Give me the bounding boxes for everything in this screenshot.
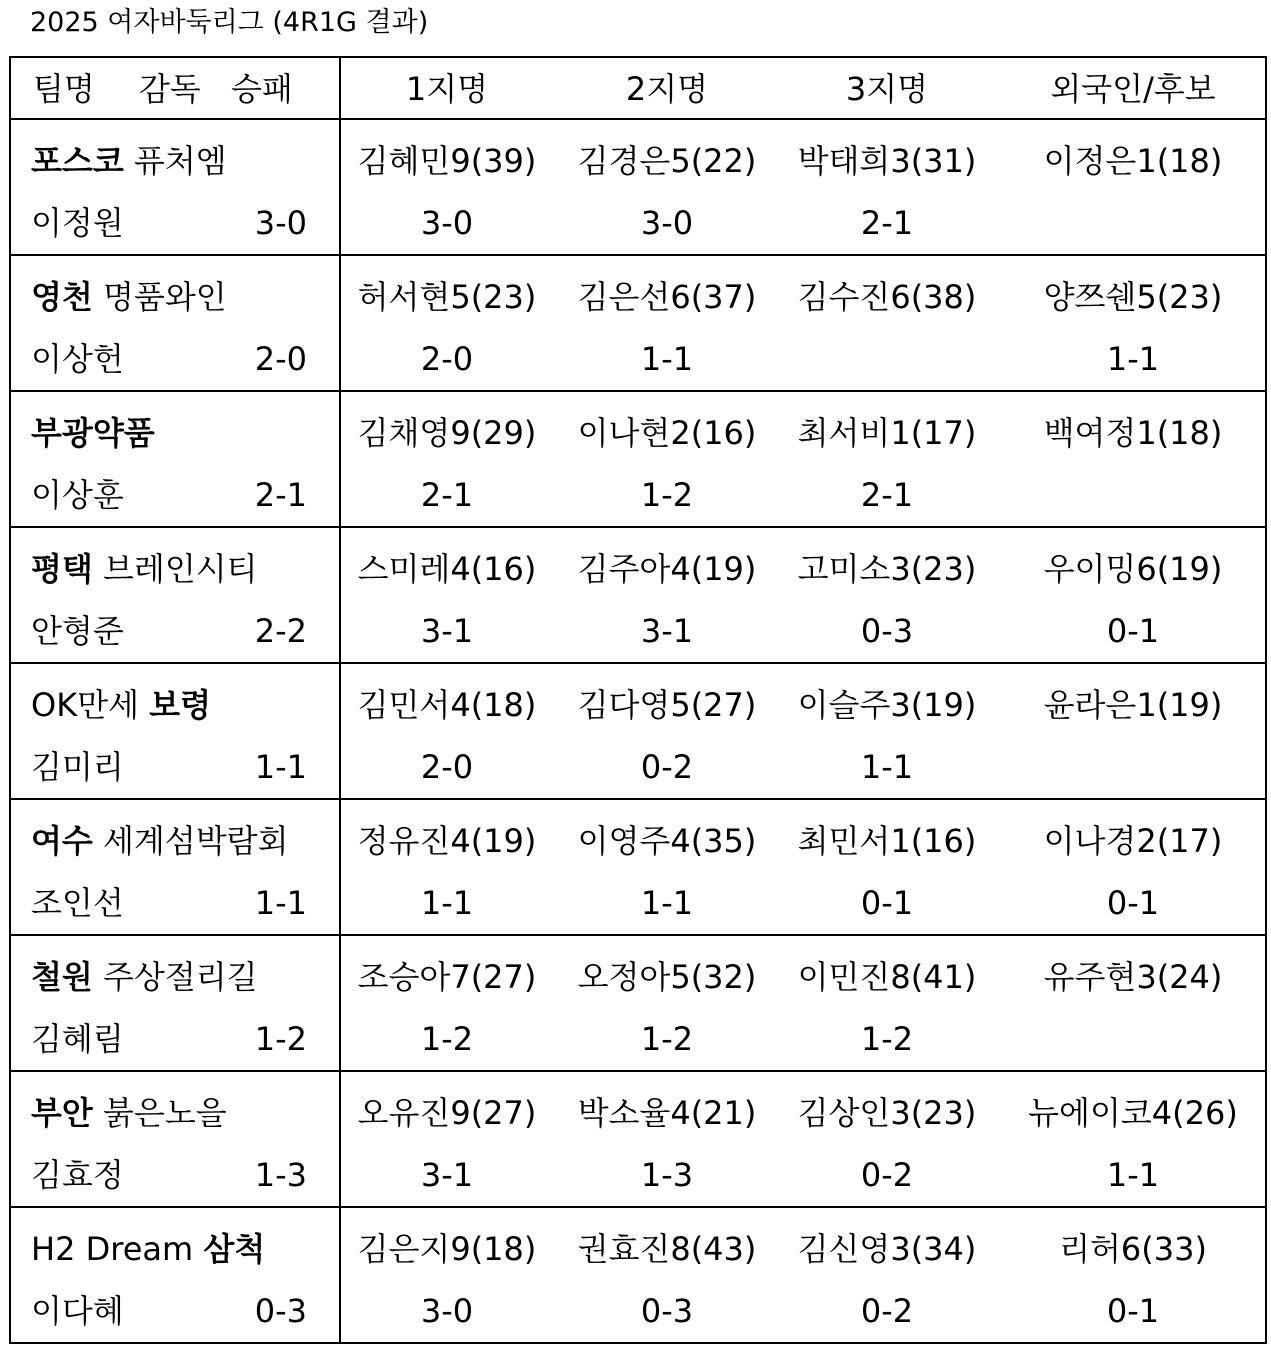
player-name: 김경은5(22): [577, 142, 757, 180]
table-header-row: [10, 57, 1266, 119]
team-name-sponsor: 명품와인: [92, 278, 227, 316]
player-record: 1-1: [1106, 340, 1160, 378]
header-pick3: 3지명: [845, 70, 929, 108]
team-name-sponsor: 퓨처엠: [123, 142, 227, 180]
player-name: 김다영5(27): [577, 686, 757, 724]
player-name: 김주아4(19): [577, 550, 757, 588]
team-name-city: 삼척: [203, 1230, 266, 1268]
player-record: 0-1: [1106, 884, 1160, 922]
player-name: 이슬주3(19): [797, 686, 977, 724]
player-name: 김수진6(38): [797, 278, 977, 316]
team-row: [10, 799, 1266, 935]
player-name: 이영주4(35): [577, 822, 757, 860]
players-cell: [340, 255, 1266, 391]
players-cell: [340, 663, 1266, 799]
team-manager: 이상헌: [31, 340, 124, 378]
player-name: 양쯔쉔5(23): [1043, 278, 1223, 316]
player-record: 2-0: [420, 748, 474, 786]
player-record: 1-2: [640, 1020, 694, 1058]
players-cell: [340, 799, 1266, 935]
player-record: 1-1: [860, 748, 914, 786]
team-row: [10, 255, 1266, 391]
header-pick1: 1지명: [405, 70, 489, 108]
player-record: 2-1: [860, 476, 914, 514]
header-team-cell: [10, 57, 340, 119]
player-name: 이정은1(18): [1043, 142, 1223, 180]
team-record: 1-3: [254, 1156, 307, 1194]
player-name: 김민서4(18): [357, 686, 537, 724]
player-record: 1-1: [640, 340, 694, 378]
player-name: 권효진8(43): [577, 1230, 757, 1268]
header-manager: 감독: [139, 70, 201, 108]
player-name: 이나현2(16): [577, 414, 757, 452]
team-manager: 안형준: [31, 612, 124, 650]
team-name: [31, 142, 227, 180]
player-record: 2-1: [420, 476, 474, 514]
player-record: 1-2: [420, 1020, 474, 1058]
team-manager: 김혜림: [31, 1020, 124, 1058]
team-cell: [10, 119, 340, 255]
player-name: 백여정1(18): [1043, 414, 1223, 452]
header-foreign: 외국인/후보: [1050, 70, 1216, 108]
player-name: 김혜민9(39): [357, 142, 537, 180]
players-cell: [340, 1207, 1266, 1343]
player-record: 3-0: [640, 204, 694, 242]
team-record: 2-0: [254, 340, 307, 378]
team-manager: 조인선: [31, 884, 124, 922]
player-record: 0-3: [860, 612, 914, 650]
player-name: 최민서1(16): [797, 822, 977, 860]
team-name-sponsor: OK만세: [31, 686, 150, 724]
team-name-sponsor: 주상절리길: [92, 958, 258, 996]
team-name-sponsor: 붉은노을: [92, 1094, 227, 1132]
player-record: 3-0: [420, 1292, 474, 1330]
team-name-sponsor: 세계섬박람회: [92, 822, 289, 860]
team-cell: [10, 1207, 340, 1343]
team-name-city: 철원: [31, 958, 93, 996]
header-record: 승패: [231, 70, 293, 108]
player-name: 박소율4(21): [577, 1094, 757, 1132]
player-name: 오정아5(32): [577, 958, 757, 996]
team-cell: [10, 935, 340, 1071]
player-name: 최서비1(17): [797, 414, 977, 452]
team-name: [31, 958, 258, 996]
player-name: 김상인3(23): [797, 1094, 977, 1132]
team-record: 2-2: [254, 612, 307, 650]
team-cell: [10, 255, 340, 391]
player-name: 김은지9(18): [357, 1230, 537, 1268]
player-record: 0-2: [860, 1292, 914, 1330]
team-name: [31, 414, 155, 452]
team-name-city: 보령: [149, 686, 211, 724]
player-record: 0-1: [1106, 1292, 1160, 1330]
team-name-city: 부안: [31, 1094, 93, 1132]
player-record: 1-2: [860, 1020, 914, 1058]
player-name: 정유진4(19): [357, 822, 537, 860]
player-record: 0-1: [860, 884, 914, 922]
header-team: 팀명: [33, 70, 95, 108]
team-name: [31, 278, 227, 316]
player-record: 1-3: [640, 1156, 694, 1194]
team-manager: 이다혜: [31, 1292, 124, 1330]
player-name: 윤라은1(19): [1043, 686, 1223, 724]
players-cell: [340, 119, 1266, 255]
team-manager: 김효정: [31, 1156, 124, 1194]
player-name: 스미레4(16): [357, 550, 537, 588]
player-name: 뉴에이코4(26): [1028, 1094, 1238, 1132]
league-results-table: [9, 56, 1267, 1344]
team-name-city: 평택: [31, 550, 93, 588]
player-record: 1-1: [640, 884, 694, 922]
player-name: 리허6(33): [1059, 1230, 1207, 1268]
document-title: 2025 여자바둑리그 (4R1G 결과): [30, 7, 429, 38]
team-name-city: 포스코: [31, 142, 124, 180]
team-cell: [10, 799, 340, 935]
team-manager: 김미리: [31, 748, 124, 786]
team-name-city: 부광약품: [31, 414, 155, 452]
team-cell: [10, 527, 340, 663]
team-record: 1-2: [254, 1020, 307, 1058]
header-players-cell: [340, 57, 1266, 119]
team-row: [10, 663, 1266, 799]
player-record: 1-2: [640, 476, 694, 514]
team-name-sponsor: 브레인시티: [92, 550, 258, 588]
team-record: 0-3: [254, 1292, 307, 1330]
team-name: [31, 686, 211, 724]
team-manager: 이정원: [31, 204, 124, 242]
player-record: 2-0: [420, 340, 474, 378]
player-record: 1-1: [420, 884, 474, 922]
player-record: 3-1: [420, 1156, 474, 1194]
player-record: 0-2: [640, 748, 694, 786]
team-row: [10, 1207, 1266, 1343]
team-row: [10, 1071, 1266, 1207]
player-name: 김채영9(29): [357, 414, 537, 452]
player-name: 조승아7(27): [357, 958, 537, 996]
team-cell: [10, 663, 340, 799]
team-name: [31, 822, 288, 860]
team-name: [31, 1230, 265, 1268]
team-cell: [10, 1071, 340, 1207]
player-name: 허서현5(23): [357, 278, 537, 316]
player-record: 3-1: [640, 612, 694, 650]
team-row: [10, 527, 1266, 663]
player-name: 고미소3(23): [797, 550, 977, 588]
player-name: 김신영3(34): [797, 1230, 977, 1268]
player-record: 2-1: [860, 204, 914, 242]
player-name: 유주현3(24): [1043, 958, 1223, 996]
players-cell: [340, 935, 1266, 1071]
team-cell: [10, 391, 340, 527]
player-name: 이민진8(41): [797, 958, 977, 996]
player-name: 김은선6(37): [577, 278, 757, 316]
player-name: 우이밍6(19): [1043, 550, 1223, 588]
team-record: 3-0: [254, 204, 307, 242]
player-name: 이나경2(17): [1043, 822, 1223, 860]
player-name: 오유진9(27): [357, 1094, 537, 1132]
players-cell: [340, 391, 1266, 527]
player-record: 1-1: [1106, 1156, 1160, 1194]
team-name: [31, 550, 258, 588]
players-cell: [340, 1071, 1266, 1207]
header-pick2: 2지명: [625, 70, 709, 108]
player-record: 0-2: [860, 1156, 914, 1194]
player-record: 3-0: [420, 204, 474, 242]
team-name-city: 여수: [31, 822, 93, 860]
player-record: 0-3: [640, 1292, 694, 1330]
team-name-sponsor: H2 Dream: [31, 1230, 204, 1268]
team-row: [10, 391, 1266, 527]
player-name: 박태희3(31): [797, 142, 977, 180]
team-row: [10, 935, 1266, 1071]
team-record: 1-1: [254, 748, 307, 786]
players-cell: [340, 527, 1266, 663]
player-record: 3-1: [420, 612, 474, 650]
team-name-city: 영천: [31, 278, 93, 316]
team-manager: 이상훈: [31, 476, 124, 514]
team-record: 1-1: [254, 884, 307, 922]
team-name: [31, 1094, 227, 1132]
team-record: 2-1: [254, 476, 307, 514]
player-record: 0-1: [1106, 612, 1160, 650]
team-row: [10, 119, 1266, 255]
